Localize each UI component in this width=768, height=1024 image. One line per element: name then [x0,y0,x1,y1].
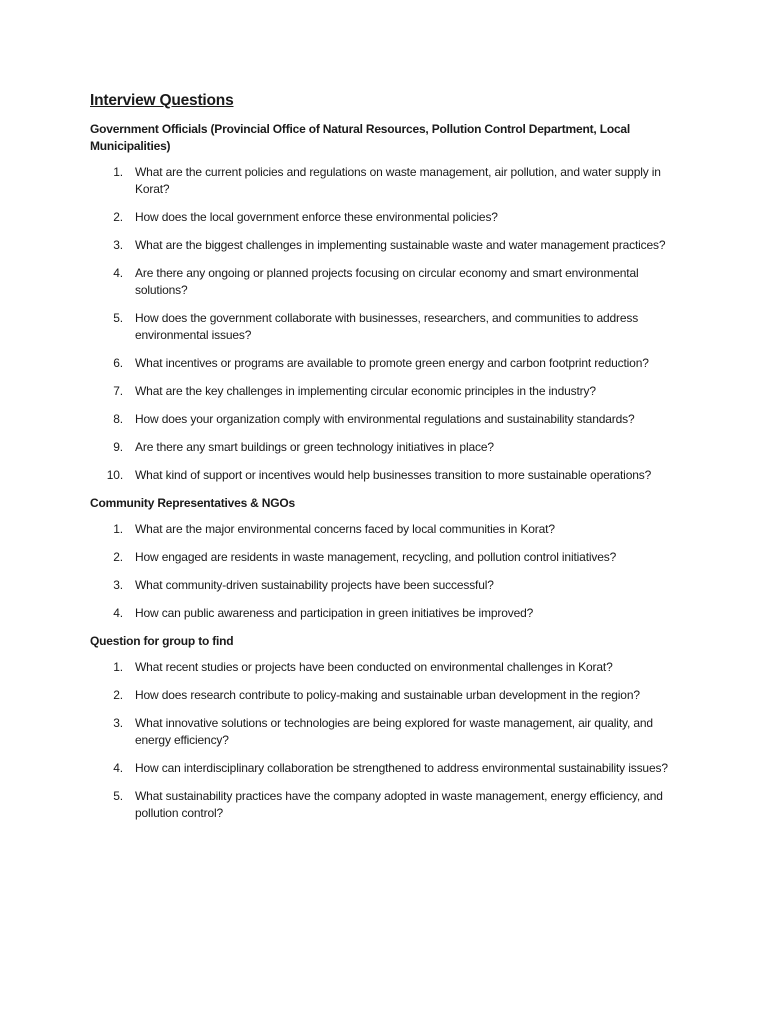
question-number: 7. [113,384,123,398]
question-number: 2. [113,550,123,564]
question-number: 5. [113,311,123,325]
question-number: 9. [113,440,123,454]
question-list [90,659,680,822]
question-number: 5. [113,789,123,803]
question-text: What recent studies or projects have been conducted on environmental challenges in Korat? [135,660,613,674]
question-number: 1. [113,522,123,536]
question-item [90,605,680,622]
question-item [90,659,680,676]
section-government-officials [90,121,680,484]
question-item [90,439,680,456]
question-item [90,788,680,822]
question-number: 4. [113,606,123,620]
question-list [90,164,680,484]
question-text: How does the local government enforce these environmental policies? [135,210,498,224]
section-group-questions [90,633,680,822]
question-number: 2. [113,688,123,702]
question-text: What are the biggest challenges in implementing sustainable waste and water management practices? [135,238,666,252]
question-item [90,383,680,400]
question-text: How does the government collaborate with businesses, researchers, and communities to address environmental issues? [135,311,639,342]
section-community-representatives [90,495,680,622]
question-text: What community-driven sustainability projects have been successful? [135,578,494,592]
document-content [90,92,680,833]
question-item [90,411,680,428]
question-text: What sustainability practices have the company adopted in waste management, energy efficiency, and pollution control? [135,789,663,820]
question-number: 3. [113,578,123,592]
section-heading: Community Representatives & NGOs [90,496,295,510]
question-text: How engaged are residents in waste management, recycling, and pollution control initiatives? [135,550,617,564]
question-number: 1. [113,660,123,674]
question-item [90,467,680,484]
question-number: 2. [113,210,123,224]
question-item [90,760,680,777]
question-item [90,687,680,704]
question-number: 4. [113,761,123,775]
question-item [90,265,680,299]
question-text: Are there any smart buildings or green technology initiatives in place? [135,440,494,454]
question-number: 6. [113,356,123,370]
question-text: What kind of support or incentives would help businesses transition to more sustainable operations? [135,468,652,482]
question-number: 4. [113,266,123,280]
question-text: What innovative solutions or technologies are being explored for waste management, air quality, and energy efficiency? [135,716,653,747]
question-text: How does research contribute to policy-making and sustainable urban development in the region? [135,688,640,702]
section-heading: Question for group to find [90,634,234,648]
question-item [90,164,680,198]
document-title: Interview Questions [90,92,234,109]
question-text: How can public awareness and participation in green initiatives be improved? [135,606,534,620]
section-heading: Government Officials (Provincial Office of Natural Resources, Pollution Control Department, Local Municipalities) [90,122,631,153]
question-text: What are the current policies and regulations on waste management, air pollution, and water supply in Korat? [135,165,661,196]
question-text: How does your organization comply with environmental regulations and sustainability standards? [135,412,635,426]
question-text: What incentives or programs are available to promote green energy and carbon footprint reduction? [135,356,649,370]
question-item [90,549,680,566]
question-text: How can interdisciplinary collaboration be strengthened to address environmental sustainability issues? [135,761,668,775]
question-list [90,521,680,622]
question-text: What are the key challenges in implementing circular economic principles in the industry? [135,384,596,398]
question-item [90,209,680,226]
question-number: 10. [106,468,123,482]
question-item [90,355,680,372]
question-text: What are the major environmental concerns faced by local communities in Korat? [135,522,555,536]
question-item [90,237,680,254]
question-number: 3. [113,716,123,730]
question-number: 1. [113,165,123,179]
question-item [90,310,680,344]
question-text: Are there any ongoing or planned projects focusing on circular economy and smart environmental solutions? [135,266,639,297]
question-number: 8. [113,412,123,426]
question-number: 3. [113,238,123,252]
question-item [90,715,680,749]
question-item [90,521,680,538]
question-item [90,577,680,594]
